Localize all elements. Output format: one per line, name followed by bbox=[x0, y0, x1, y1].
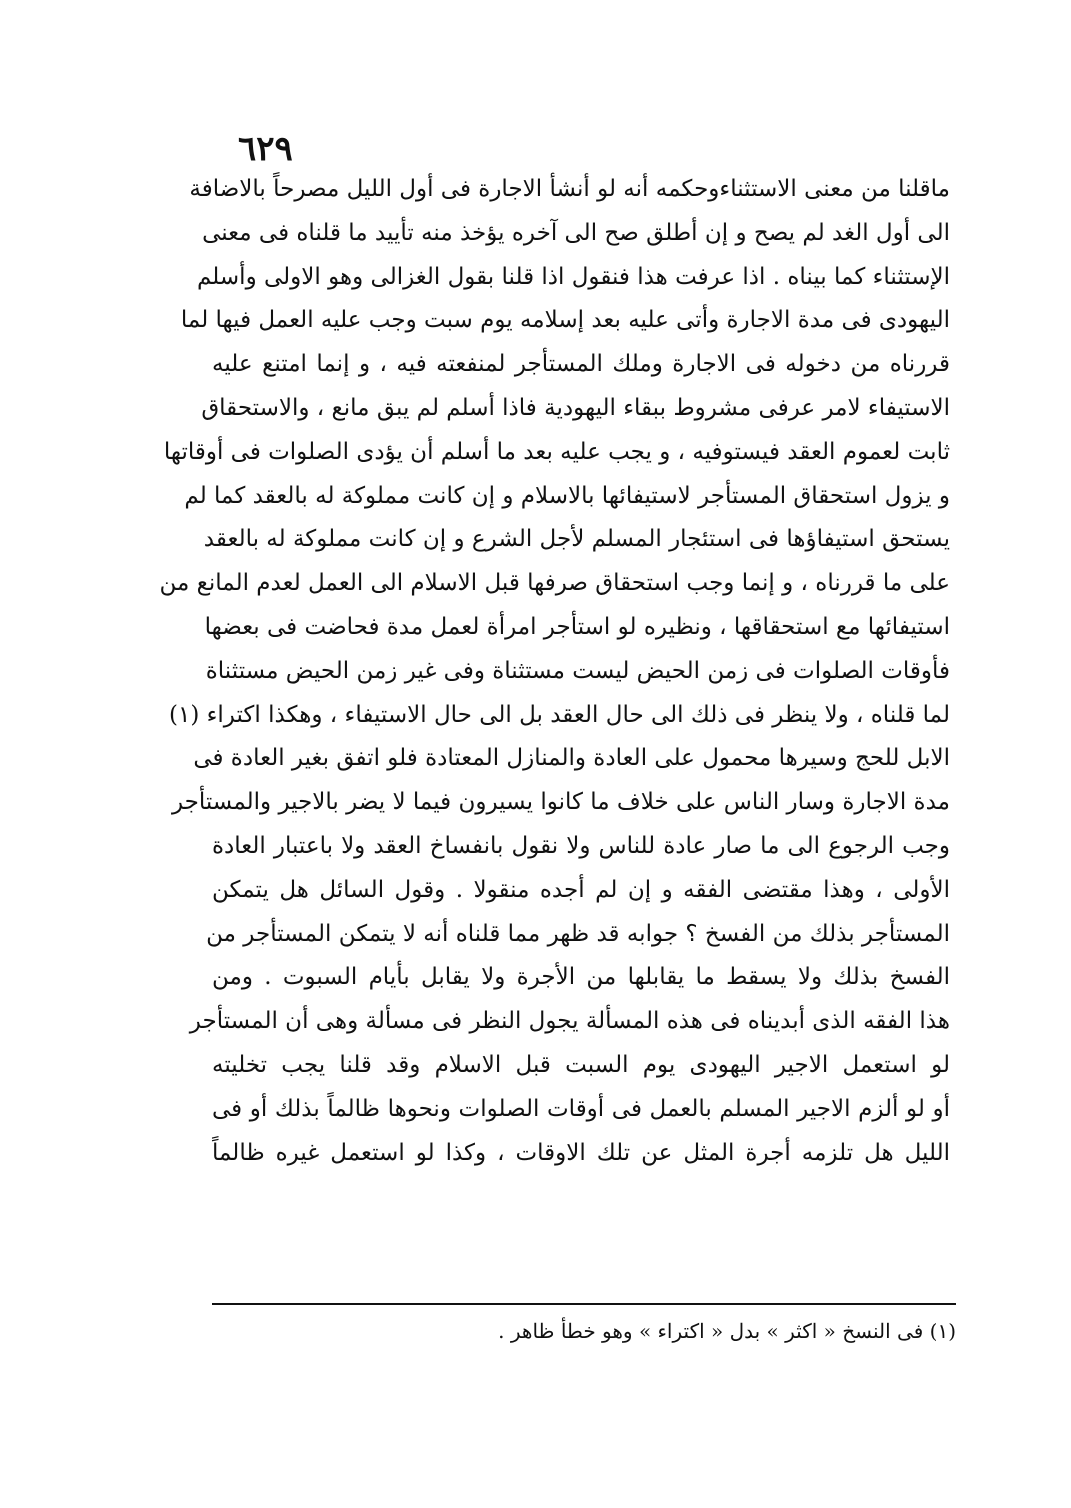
text-line: لو استعمل الاجير اليهودى يوم السبت قبل الاسلام وقد قلنا يجب تخليته bbox=[212, 1051, 950, 1078]
text-line: مدة الاجارة وسار الناس على خلاف ما كانوا يسيرون فيما لا يضر بالاجير والمستأجر bbox=[171, 789, 950, 816]
text-line: استيفائها مع استحقاقها ، ونظيره لو استأجر امرأة لعمل مدة فحاضت فى بعضها bbox=[204, 613, 950, 640]
footnote-divider bbox=[212, 1303, 956, 1305]
text-line: الى أول الغد لم يصح و إن أطلق صح الى آخره يؤخذ منه تأييد ما قلناه فى معنى bbox=[202, 219, 950, 246]
text-line: المستأجر بذلك من الفسخ ؟ جوابه قد ظهر مما قلناه أنه لا يتمكن المستأجر من bbox=[206, 920, 950, 947]
text-line: الاستيفاء لامر عرفى مشروط ببقاء اليهودية فاذا أسلم لم يبق مانع ، والاستحقاق bbox=[201, 394, 950, 421]
text-line: هذا الفقه الذى أبديناه فى هذه المسألة يجول النظر فى مسألة وهى أن المستأجر bbox=[189, 1008, 950, 1035]
text-line: على ما قررناه ، و إنما وجب استحقاق صرفها قبل الاسلام الى العمل لعدم المانع من bbox=[159, 570, 950, 597]
text-line: اليهودى فى مدة الاجارة وأتى عليه بعد إسلامه يوم سبت وجب عليه العمل فيها لما bbox=[180, 307, 950, 334]
text-line: فأوقات الصلوات فى زمن الحيض ليست مستثناة وفى غير زمن الحيض مستثناة bbox=[205, 657, 950, 684]
text-line: قررناه من دخوله فى الاجارة وملك المستأجر لمنفعته فيه ، و إنما امتنع عليه bbox=[212, 351, 950, 378]
footnote: (١) فى النسخ « اكثر » بدل « اكتراء » وهو خطأ ظاهر . bbox=[498, 1319, 956, 1343]
text-line: الليل هل تلزمه أجرة المثل عن تلك الاوقات ، وكذا لو استعمل غيره ظالماً bbox=[212, 1139, 950, 1166]
text-line: الأولى ، وهذا مقتضى الفقه و إن لم أجده منقولا . وقول السائل هل يتمكن bbox=[212, 876, 950, 903]
text-line: و يزول استحقاق المستأجر لاستيفائها بالاسلام و إن كانت مملوكة له بالعقد كما لم bbox=[184, 482, 950, 509]
text-line: ماقلنا من معنى الاستثناءوحكمه أنه لو أنشأ الاجارة فى أول الليل مصرحاً بالاضافة bbox=[189, 176, 950, 202]
text-line: وجب الرجوع الى ما صار عادة للناس ولا نقول بانفساخ العقد ولا باعتبار العادة bbox=[212, 832, 951, 859]
text-line: لما قلناه ، ولا ينظر فى ذلك الى حال العقد بل الى حال الاستيفاء ، وهكذا اكتراء (١) bbox=[168, 701, 950, 728]
text-line: يستحق استيفاؤها فى استئجار المسلم لأجل الشرع و إن كانت مملوكة له بالعقد bbox=[203, 526, 950, 553]
text-line: أو لو ألزم الاجير المسلم بالعمل فى أوقات الصلوات ونحوها ظالماً بذلك أو فى bbox=[212, 1095, 950, 1122]
body-text bbox=[159, 168, 951, 1175]
text-line: الابل للحج وسيرها محمول على العادة والمنازل المعتادة فلو اتفق بغير العادة فى bbox=[193, 745, 950, 772]
text-line: الإستثناء كما بيناه . اذا عرفت هذا فنقول اذا قلنا بقول الغزالى وهو الاولى وأسلم bbox=[196, 263, 950, 290]
page-number: ٦٢٩ bbox=[238, 129, 293, 169]
text-line: الفسخ بذلك ولا يسقط ما يقابلها من الأجرة ولا يقابل بأيام السبوت . ومن bbox=[212, 964, 950, 991]
text-line: ثابت لعموم العقد فيستوفيه ، و يجب عليه بعد ما أسلم أن يؤدى الصلوات فى أوقاتها bbox=[163, 438, 950, 465]
